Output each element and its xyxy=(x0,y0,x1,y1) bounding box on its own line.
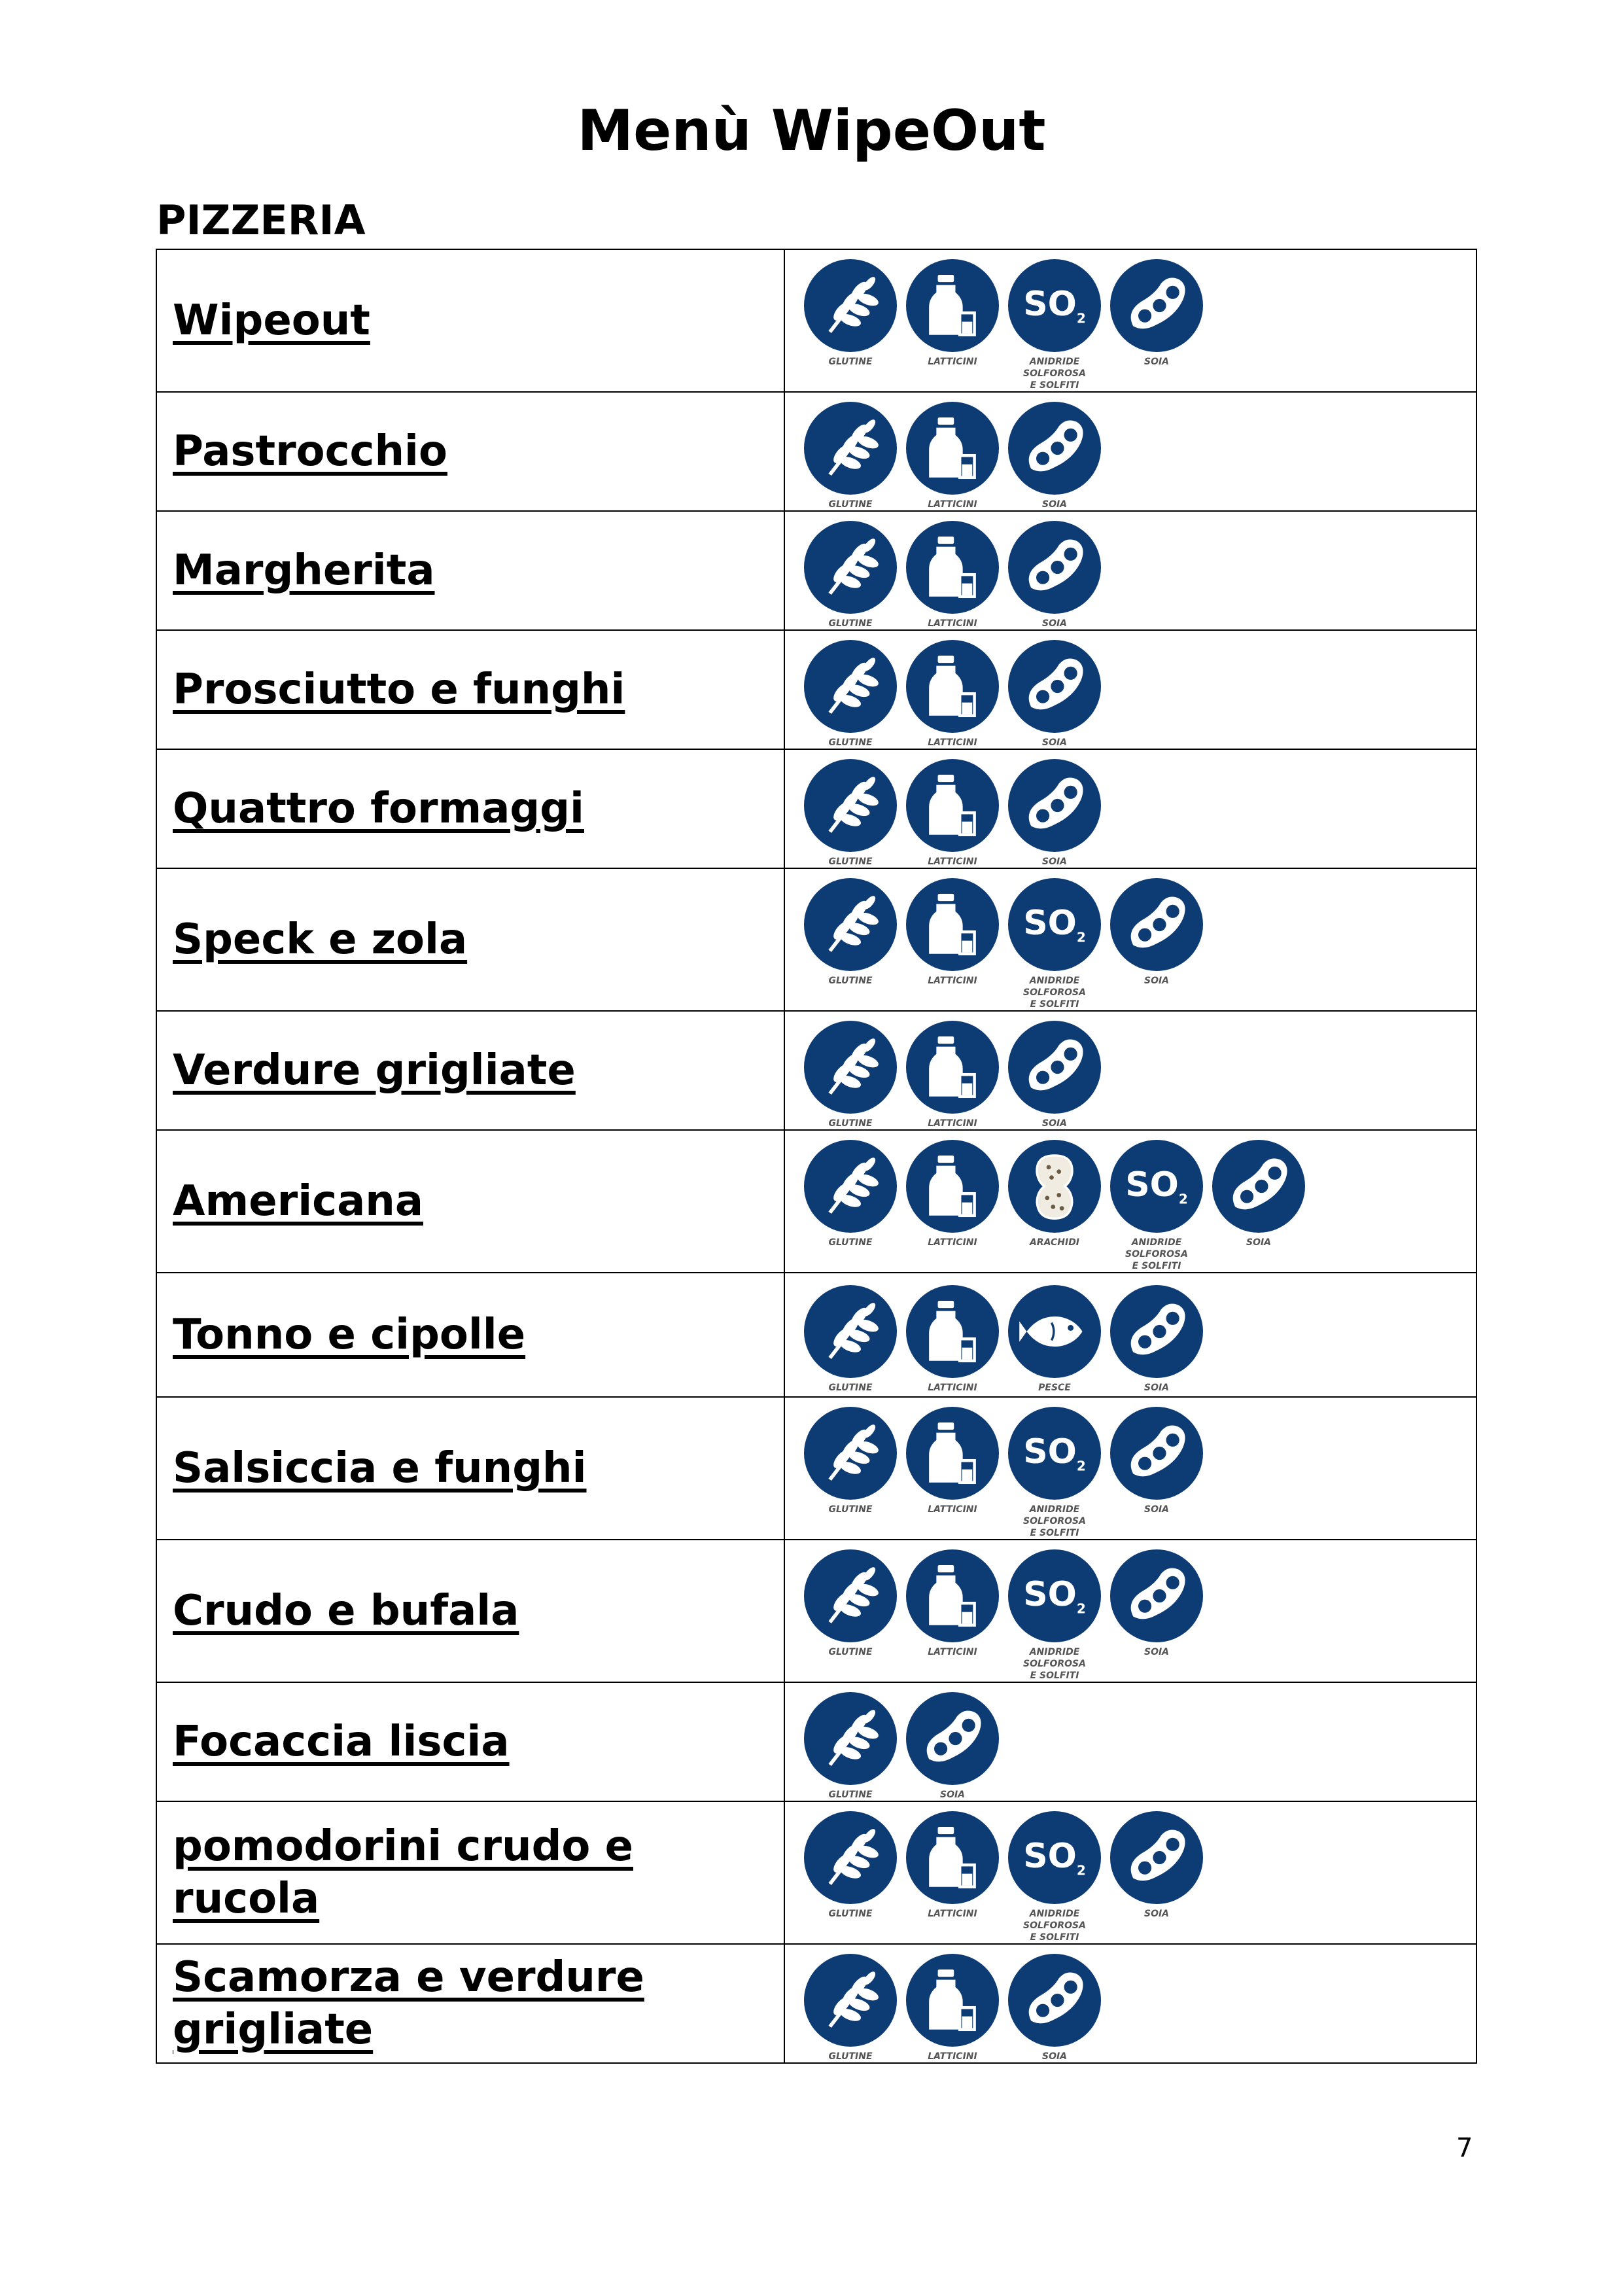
allergen-cell xyxy=(784,511,1476,630)
milk-bottle-icon xyxy=(906,640,999,733)
allergen-label: GLUTINE xyxy=(828,1647,873,1657)
table-row xyxy=(156,1273,1476,1397)
table-row xyxy=(156,392,1476,511)
allergen-label: GLUTINE xyxy=(828,857,873,867)
wheat-icon xyxy=(804,1407,897,1500)
allergen-cell xyxy=(784,1397,1476,1540)
item-name[interactable]: Pastrocchio xyxy=(173,427,447,476)
wheat-icon xyxy=(804,1811,897,1904)
allergen-label: SOIA xyxy=(1041,499,1068,510)
allergen-cell xyxy=(784,1682,1476,1801)
allergen-label: LATTICINI xyxy=(928,737,977,748)
section-title: PIZZERIA xyxy=(156,196,366,244)
allergen-label: LATTICINI xyxy=(928,1118,977,1129)
wheat-icon xyxy=(804,759,897,852)
allergen-label: ANIDRIDE SOLFOROSA E SOLFITI xyxy=(1023,357,1086,391)
soybean-icon xyxy=(1110,1407,1203,1500)
allergen-latticini xyxy=(901,869,1003,987)
item-name-cell xyxy=(156,1011,784,1130)
allergen-soia xyxy=(1106,1276,1208,1394)
allergen-label: SOIA xyxy=(1041,857,1068,867)
so2-icon: $SO_2$ xyxy=(1008,1811,1101,1904)
item-name-cell xyxy=(156,249,784,392)
allergen-label: SOIA xyxy=(939,1790,966,1800)
allergen-label: LATTICINI xyxy=(928,1909,977,1919)
allergen-label: GLUTINE xyxy=(828,357,873,367)
item-name-cell xyxy=(156,1682,784,1801)
allergen-label: SOIA xyxy=(1143,1909,1170,1919)
allergen-latticini xyxy=(901,1540,1003,1658)
soybean-icon xyxy=(906,1692,999,1785)
wheat-icon xyxy=(804,878,897,971)
allergen-soia xyxy=(901,1683,1003,1801)
allergen-label: LATTICINI xyxy=(928,1237,977,1248)
allergen-soia xyxy=(1003,393,1106,510)
allergen-label: GLUTINE xyxy=(828,1237,873,1248)
allergen-label: LATTICINI xyxy=(928,1647,977,1657)
so2-icon: $SO_2$ xyxy=(1008,259,1101,352)
allergen-latticini xyxy=(901,1398,1003,1515)
table-row xyxy=(156,1130,1476,1273)
allergen-latticini xyxy=(901,631,1003,749)
milk-bottle-icon xyxy=(906,1811,999,1904)
item-name-cell xyxy=(156,749,784,868)
allergen-solfiti xyxy=(1106,1131,1208,1272)
table-row xyxy=(156,1944,1476,2063)
item-name[interactable]: Americana xyxy=(173,1177,423,1226)
milk-bottle-icon xyxy=(906,259,999,352)
allergen-label: SOIA xyxy=(1041,618,1068,629)
allergen-glutine xyxy=(799,631,901,749)
item-name[interactable]: Focaccia liscia xyxy=(173,1718,510,1766)
allergen-glutine xyxy=(799,1540,901,1658)
wheat-icon xyxy=(804,1021,897,1114)
milk-bottle-icon xyxy=(906,759,999,852)
allergen-soia xyxy=(1003,512,1106,629)
allergen-glutine xyxy=(799,512,901,629)
allergen-latticini xyxy=(901,750,1003,868)
allergen-label: SOIA xyxy=(1041,737,1068,748)
allergen-glutine xyxy=(799,393,901,510)
milk-bottle-icon xyxy=(906,1549,999,1642)
allergen-soia xyxy=(1106,1540,1208,1658)
allergen-label: SOIA xyxy=(1246,1237,1272,1248)
allergen-label: GLUTINE xyxy=(828,737,873,748)
item-name[interactable]: Verdure grigliate xyxy=(173,1046,576,1095)
soybean-icon xyxy=(1110,878,1203,971)
allergen-latticini xyxy=(901,1131,1003,1248)
soybean-icon xyxy=(1008,640,1101,733)
soybean-icon xyxy=(1008,759,1101,852)
allergen-label: ANIDRIDE SOLFOROSA E SOLFITI xyxy=(1023,1504,1086,1538)
allergen-cell xyxy=(784,749,1476,868)
allergen-label: PESCE xyxy=(1038,1383,1071,1393)
item-name[interactable]: Salsiccia e funghi xyxy=(173,1444,587,1492)
allergen-arachidi xyxy=(1003,1131,1106,1248)
allergen-label: LATTICINI xyxy=(928,2051,977,2062)
allergen-label: GLUTINE xyxy=(828,1790,873,1800)
allergen-glutine xyxy=(799,250,901,368)
allergen-label: GLUTINE xyxy=(828,618,873,629)
so2-icon: $SO_2$ xyxy=(1110,1140,1203,1233)
wheat-icon xyxy=(804,1549,897,1642)
allergen-label: SOIA xyxy=(1041,2051,1068,2062)
item-name[interactable]: Quattro formaggi xyxy=(173,785,584,833)
soybean-icon xyxy=(1110,259,1203,352)
allergen-solfiti xyxy=(1003,1540,1106,1682)
allergen-label: SOIA xyxy=(1143,976,1170,986)
item-name-cell xyxy=(156,1944,784,2063)
allergen-soia xyxy=(1106,1802,1208,1920)
allergen-latticini xyxy=(901,1802,1003,1920)
allergen-solfiti xyxy=(1003,1398,1106,1539)
allergen-latticini xyxy=(901,1276,1003,1394)
item-name[interactable]: pomodorini crudo e rucola xyxy=(173,1822,634,1923)
table-row xyxy=(156,1397,1476,1540)
table-row xyxy=(156,1682,1476,1801)
soybean-icon xyxy=(1110,1811,1203,1904)
item-name[interactable]: Speck e zola xyxy=(173,915,468,964)
allergen-glutine xyxy=(799,750,901,868)
item-name-cell xyxy=(156,1130,784,1273)
allergen-cell xyxy=(784,1130,1476,1273)
allergen-latticini xyxy=(901,512,1003,629)
allergen-label: GLUTINE xyxy=(828,1504,873,1515)
allergen-cell xyxy=(784,1801,1476,1944)
allergen-label: LATTICINI xyxy=(928,857,977,867)
so2-icon: $SO_2$ xyxy=(1008,1407,1101,1500)
milk-bottle-icon xyxy=(906,1407,999,1500)
milk-bottle-icon xyxy=(906,521,999,614)
allergen-label: SOIA xyxy=(1143,357,1170,367)
allergen-glutine xyxy=(799,1131,901,1248)
allergen-glutine xyxy=(799,1276,901,1394)
allergen-cell xyxy=(784,1273,1476,1397)
allergen-label: SOIA xyxy=(1143,1383,1170,1393)
fish-icon xyxy=(1008,1285,1101,1378)
allergen-soia xyxy=(1003,631,1106,749)
table-row xyxy=(156,249,1476,392)
item-name-cell xyxy=(156,1397,784,1540)
allergen-label: ANIDRIDE SOLFOROSA E SOLFITI xyxy=(1023,1647,1086,1681)
allergen-label: ARACHIDI xyxy=(1029,1237,1080,1248)
wheat-icon xyxy=(804,521,897,614)
wheat-icon xyxy=(804,402,897,495)
item-name-cell xyxy=(156,630,784,749)
allergen-soia xyxy=(1003,750,1106,868)
allergen-glutine xyxy=(799,1398,901,1515)
item-name[interactable]: Prosciutto e funghi xyxy=(173,665,625,714)
soybean-icon xyxy=(1008,1954,1101,2047)
peanut-icon xyxy=(1008,1140,1101,1233)
allergen-label: LATTICINI xyxy=(928,357,977,367)
allergen-label: ANIDRIDE SOLFOROSA E SOLFITI xyxy=(1125,1237,1188,1271)
milk-bottle-icon xyxy=(906,402,999,495)
allergen-glutine xyxy=(799,869,901,987)
table-row xyxy=(156,1540,1476,1682)
item-name[interactable]: Tonno e cipolle xyxy=(173,1311,526,1359)
item-name[interactable]: Crudo e bufala xyxy=(173,1587,519,1635)
wheat-icon xyxy=(804,259,897,352)
milk-bottle-icon xyxy=(906,1285,999,1378)
allergen-cell xyxy=(784,1011,1476,1130)
allergen-label: GLUTINE xyxy=(828,499,873,510)
allergen-glutine xyxy=(799,1802,901,1920)
allergen-label: GLUTINE xyxy=(828,976,873,986)
table-row xyxy=(156,511,1476,630)
allergen-cell xyxy=(784,868,1476,1011)
item-name[interactable]: Wipeout xyxy=(173,296,370,345)
item-name[interactable]: Scamorza e verdure grigliate xyxy=(173,1953,644,2054)
wheat-icon xyxy=(804,1954,897,2047)
item-name-cell xyxy=(156,1540,784,1682)
allergen-label: GLUTINE xyxy=(828,2051,873,2062)
allergen-label: LATTICINI xyxy=(928,618,977,629)
table-row xyxy=(156,1011,1476,1130)
allergen-solfiti xyxy=(1003,250,1106,391)
soybean-icon xyxy=(1008,521,1101,614)
milk-bottle-icon xyxy=(906,1021,999,1114)
allergen-label: SOIA xyxy=(1143,1647,1170,1657)
allergen-latticini xyxy=(901,1945,1003,2062)
wheat-icon xyxy=(804,1692,897,1785)
allergen-soia xyxy=(1106,250,1208,368)
allergen-latticini xyxy=(901,1012,1003,1129)
allergen-label: LATTICINI xyxy=(928,976,977,986)
allergen-soia xyxy=(1003,1012,1106,1129)
allergen-glutine xyxy=(799,1012,901,1129)
item-name[interactable]: Margherita xyxy=(173,546,435,595)
allergen-label: SOIA xyxy=(1143,1504,1170,1515)
milk-bottle-icon xyxy=(906,1954,999,2047)
allergen-soia xyxy=(1106,1398,1208,1515)
allergen-label: GLUTINE xyxy=(828,1118,873,1129)
allergen-latticini xyxy=(901,250,1003,368)
table-row xyxy=(156,868,1476,1011)
allergen-label: ANIDRIDE SOLFOROSA E SOLFITI xyxy=(1023,976,1086,1010)
table-row xyxy=(156,1801,1476,1944)
milk-bottle-icon xyxy=(906,878,999,971)
item-name-cell xyxy=(156,1273,784,1397)
soybean-icon xyxy=(1110,1549,1203,1642)
table-row xyxy=(156,749,1476,868)
allergen-cell xyxy=(784,1944,1476,2063)
so2-icon: $SO_2$ xyxy=(1008,878,1101,971)
item-name-cell xyxy=(156,392,784,511)
menu-table xyxy=(156,249,1477,2064)
allergen-label: LATTICINI xyxy=(928,499,977,510)
allergen-label: GLUTINE xyxy=(828,1383,873,1393)
soybean-icon xyxy=(1212,1140,1305,1233)
allergen-pesce xyxy=(1003,1276,1106,1394)
allergen-solfiti xyxy=(1003,869,1106,1010)
allergen-label: GLUTINE xyxy=(828,1909,873,1919)
so2-icon: $SO_2$ xyxy=(1008,1549,1101,1642)
allergen-cell xyxy=(784,1540,1476,1682)
wheat-icon xyxy=(804,640,897,733)
item-name-cell xyxy=(156,1801,784,1944)
page-number: 7 xyxy=(1456,2133,1473,2163)
allergen-glutine xyxy=(799,1945,901,2062)
allergen-soia xyxy=(1208,1131,1310,1248)
allergen-soia xyxy=(1003,1945,1106,2062)
soybean-icon xyxy=(1008,1021,1101,1114)
milk-bottle-icon xyxy=(906,1140,999,1233)
allergen-cell xyxy=(784,630,1476,749)
allergen-label: LATTICINI xyxy=(928,1383,977,1393)
allergen-soia xyxy=(1106,869,1208,987)
page-title: Menù WipeOut xyxy=(577,98,1046,164)
item-name-cell xyxy=(156,868,784,1011)
allergen-glutine xyxy=(799,1683,901,1801)
item-name-cell xyxy=(156,511,784,630)
allergen-cell xyxy=(784,392,1476,511)
soybean-icon xyxy=(1110,1285,1203,1378)
allergen-cell xyxy=(784,249,1476,392)
wheat-icon xyxy=(804,1285,897,1378)
table-row xyxy=(156,630,1476,749)
allergen-label: LATTICINI xyxy=(928,1504,977,1515)
allergen-latticini xyxy=(901,393,1003,510)
allergen-label: SOIA xyxy=(1041,1118,1068,1129)
soybean-icon xyxy=(1008,402,1101,495)
wheat-icon xyxy=(804,1140,897,1233)
allergen-solfiti xyxy=(1003,1802,1106,1943)
allergen-label: ANIDRIDE SOLFOROSA E SOLFITI xyxy=(1023,1909,1086,1943)
